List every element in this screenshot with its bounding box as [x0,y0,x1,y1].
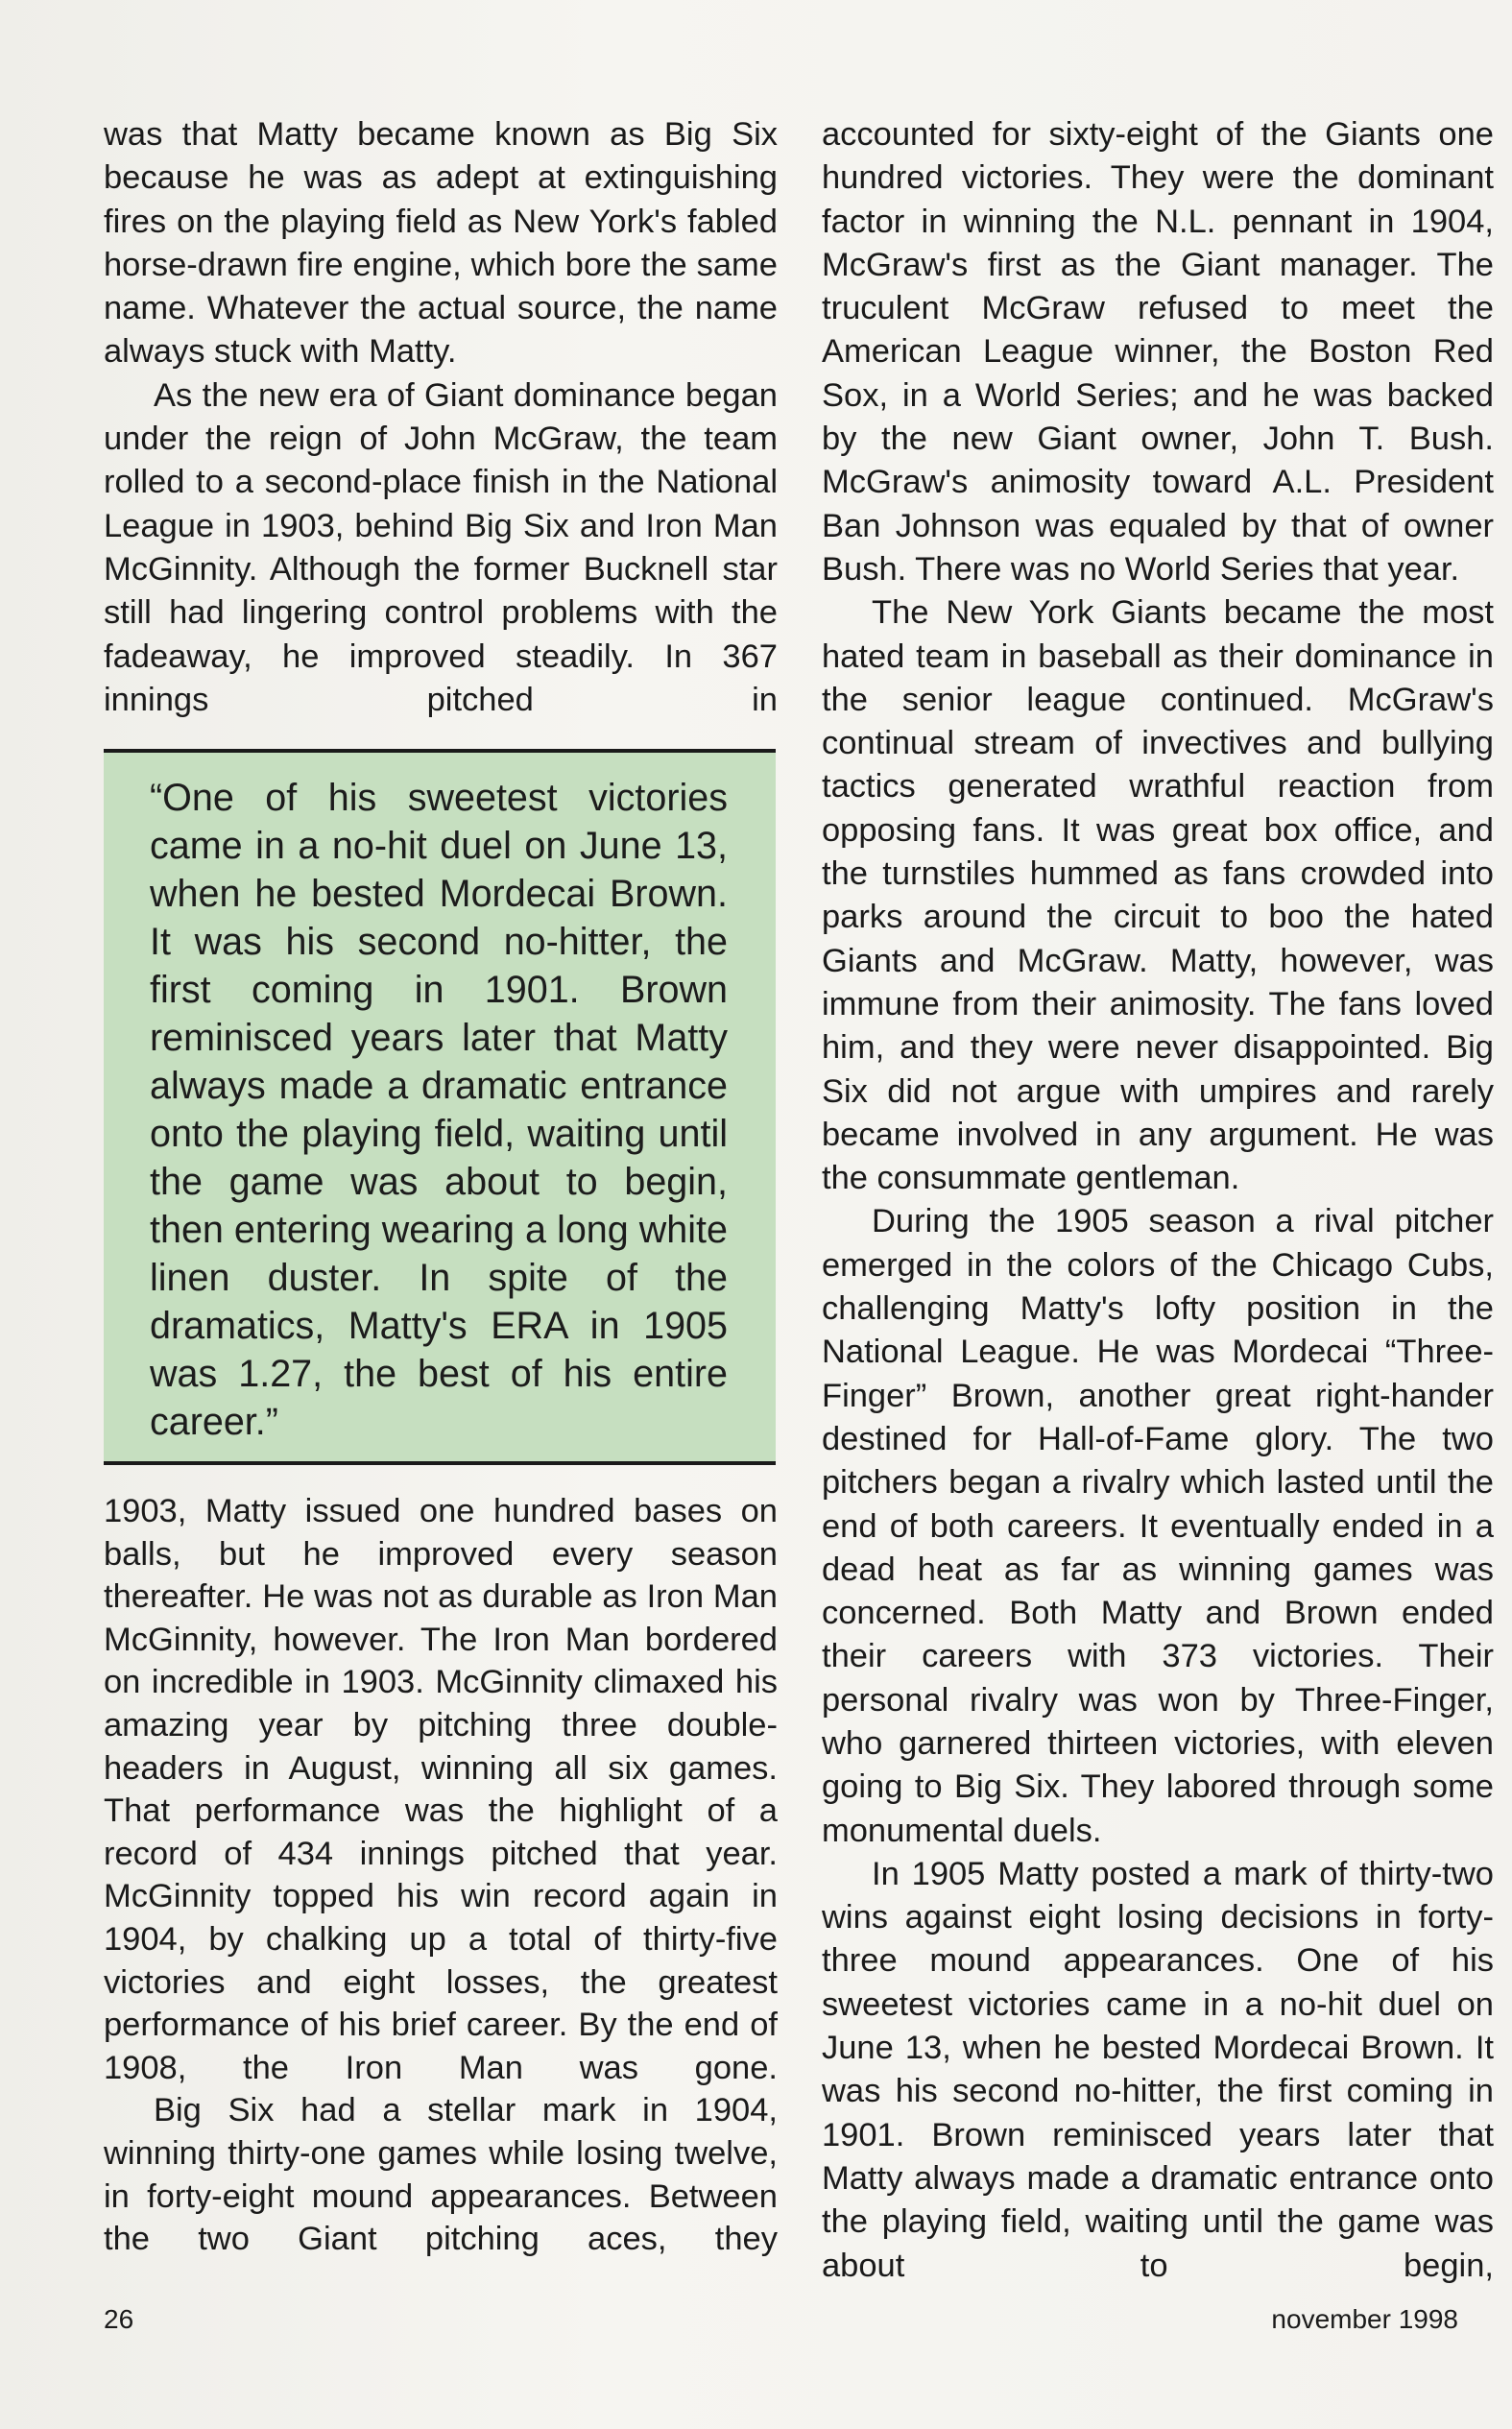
paragraph: Big Six had a stellar mark in 1904, winning thirty-one games while losing twelve, in forty-eight mound appearances. Between the two Giant pitching aces, they [104,2092,778,2258]
left-column-top [104,113,778,722]
paragraph: 1903, Matty issued one hundred bases on balls, but he improved every season thereafter. He was not as durable as Iron Man McGinnity, however. The Iron Man bordered on incredible in 1903. McGinnity climaxed his amazing year by pitching three double-headers in August, winning all six games. That performance was the highlight of a record of 434 innings pitched that year. McGinnity topped his win record again in 1904, by chalking up a total of thirty-five victories and eight losses, the greatest performance of his brief career. By the end of 1908, the Iron Man was gone. [104,1493,778,2086]
paragraph: The New York Giants became the most hated team in baseball as their dominance in the senior league continued. McGraw's continual stream of invectives and bullying tactics generated wrathful reaction from opposing fans. It was great box office, and the turnstiles hummed as fans crowded into parks around the circuit to boo the hated Giants and McGraw. Matty, however, was immune from their animosity. The fans loved him, and they were never disappointed. Big Six did not argue with umpires and rarely became involved in any argument. He was the consummate gentleman. [822,594,1494,1197]
paragraph: was that Matty became known as Big Six because he was as adept at extinguishing fires on the playing field as New York's fabled horse-drawn fire engine, which bore the same name. Whatever the actual source, the name always stuck with Matty. [104,116,778,371]
pull-quote-box [104,749,776,1465]
paragraph: During the 1905 season a rival pitcher emerged in the colors of the Chicago Cubs, challenging Matty's lofty position in the National League. He was Mordecai “Three-Finger” Brown, another great right-hander destined for Hall-of-Fame glory. The two pitchers began a rivalry which lasted until the end of both careers. It eventually ended in a dead heat as far as winning games was concerned. Both Matty and Brown ended their careers with 373 victories. Their personal rivalry was won by Three-Finger, who garnered thirteen victories, with eleven going to Big Six. They labored through some monumental duels. [822,1203,1494,1849]
issue-date: november 1998 [1271,2304,1458,2334]
right-column [822,113,1494,2288]
paragraph: As the new era of Giant dominance began under the reign of John McGraw, the team rolled to a second-place finish in the National League in 1903, behind Big Six and Iron Man McGinnity. Although the former Bucknell star still had lingering control problems with the fadeaway, he improved steadily. In 367 innings pitched in [104,376,778,718]
page-number: 26 [104,2304,134,2334]
paragraph: accounted for sixty-eight of the Giants one hundred victories. They were the dominant factor in winning the N.L. pennant in 1904, McGraw's first as the Giant manager. The truculent McGraw refused to meet the American League winner, the Boston Red Sox, in a World Series; and he was backed by the new Giant owner, John T. Bush. McGraw's animosity toward A.L. President Ban Johnson was equaled by that of owner Bush. There was no World Series that year. [822,116,1494,588]
pull-quote-text: “One of his sweetest victories came in a no-hit duel on June 13, when he bested Mordecai Brown. It was his second no-hitter, the first coming in 1901. Brown reminisced years later that Matty always made a dramatic entrance onto the playing field, waiting until the game was about to begin, then entering wearing a long white linen duster. In spite of the dramatics, Matty's ERA in 1905 was 1.27, the best of his entire career.” [150,777,728,1443]
paragraph: In 1905 Matty posted a mark of thirty-two wins against eight losing decisions in forty-three mound appearances. One of his sweetest victories came in a no-hit duel on June 13, when he bested Mordecai Brown. It was his second no-hitter, the first coming in 1901. Brown reminisced years later that Matty always made a dramatic entrance onto the playing field, waiting until the game was about to begin, [822,1855,1494,2284]
left-column-bottom [104,1490,778,2261]
